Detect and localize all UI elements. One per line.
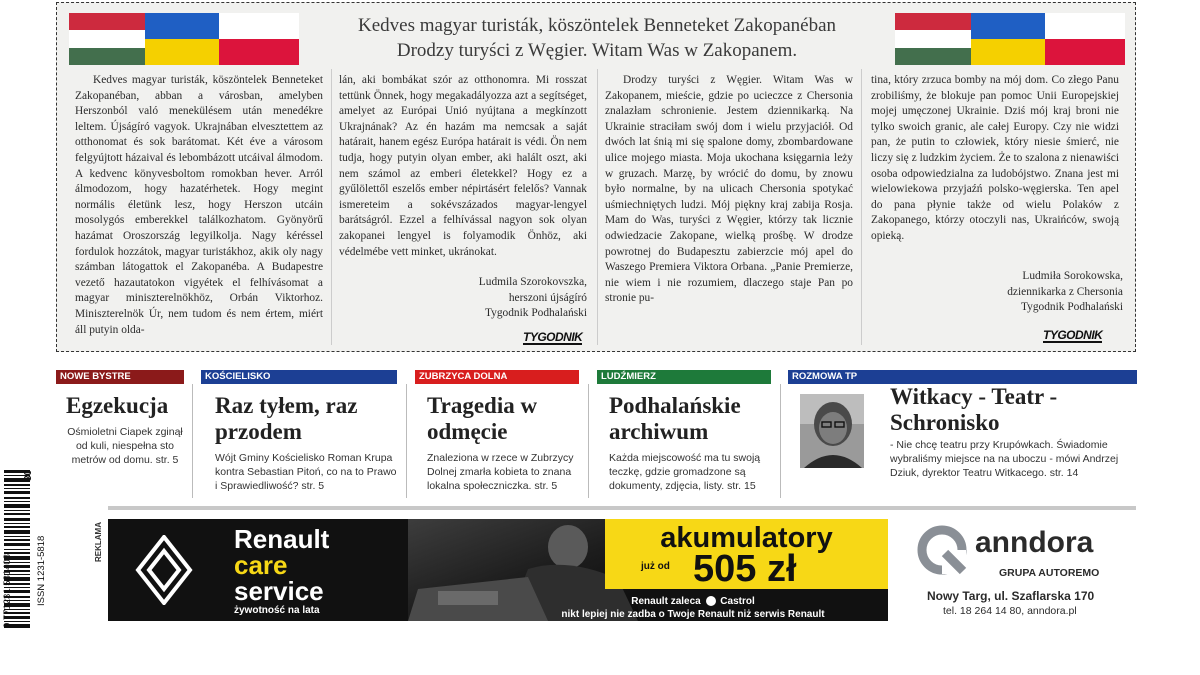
- flags-left: [69, 13, 299, 65]
- castrol-logo-icon: [706, 596, 716, 606]
- teaser-divider: [192, 384, 193, 498]
- tygodnik-logo: TYGODNIK: [1043, 328, 1103, 342]
- section-tag: ZUBRZYCA DOLNA: [415, 370, 579, 384]
- price-value: 505 zł: [693, 548, 797, 590]
- page-ref: str. 5: [301, 480, 325, 492]
- teaser-title: Raz tyłem, raz przodem: [215, 393, 358, 444]
- section-tag: KOŚCIELISKO: [201, 370, 397, 384]
- teaser-description: Znaleziona w rzece w Zubrzycy Dolnej zmarła kobieta to znana lokalna społeczniczka. str. 5: [427, 452, 574, 492]
- hungarian-column-1: Kedves magyar turisták, köszöntelek Benneteket Zakopanéban, abban a városban, amelyben Herszonból való menekülésem után menedékre leltem. Újságíró vagyok. Ukrajnában elvesztettem az otthonomat és sok barátomat. Két éve a városom felgyújtott házaival és lebombázott utcáival álmodom. A kedvenc könyvesboltom romokban hever. Arról álmodozom, hogy hazatérhetek. Hogy megint normális életünk lesz, hogy Herszon utcáin mosolygós emberekkel találkozhatom. Gyönyörű hazámat Oroszország legyilkolja. Nagy kéréssel fordulok hozzátok, magyar turistákhoz, akik oly nagy számban látogattok el Zakopanéba. A Budapestre vezető hazautatokon vigyétek el felhívásomat a magyar miniszterelnökhöz, Orbán Viktorhoz. Miniszterelnök Úr, nem tudom és nem értem, miért áll putyin olda-: [75, 74, 323, 336]
- price-box: [605, 519, 888, 589]
- teaser-title: Tragedia w odmęcie: [427, 393, 538, 444]
- page-ref: str. 15: [727, 480, 756, 492]
- section-tag: LUDŹMIERZ: [597, 370, 771, 384]
- polish-signature: [871, 269, 1123, 316]
- price-prefix: już od: [641, 561, 670, 572]
- headline-polish: Drodzy turyści z Węgier. Witam Was w Zakopanem.: [396, 40, 798, 61]
- ad-footer: [528, 595, 858, 621]
- column-divider: [597, 69, 598, 345]
- dealer-group: GRUPA AUTOREMO: [999, 567, 1100, 579]
- renault-logo-icon: [134, 535, 194, 605]
- page-ref: str. 5: [534, 480, 558, 492]
- headline-hungarian: Kedves magyar turisták, köszöntelek Benneteket Zakopanéban: [358, 15, 836, 36]
- interview-photo: [800, 394, 864, 468]
- teaser-divider: [780, 384, 781, 498]
- castrol-name: Castrol: [720, 596, 755, 607]
- care-text: care: [234, 550, 288, 580]
- barcode-number: 9 771231 581408: [2, 554, 13, 628]
- teaser-koscielisko[interactable]: [201, 370, 397, 493]
- teaser-title: Witkacy - Teatr - Schronisko: [890, 384, 1058, 435]
- signature-name: Ludmila Szorokovszka,: [478, 276, 587, 288]
- column-divider: [861, 69, 862, 345]
- dealer-address: Nowy Targ, ul. Szaflarska 170: [927, 589, 1095, 603]
- hungarian-column-2: lán, aki bombákat szór az otthonomra. Mi rosszat tettünk Önnek, hogy megakadályozza azt a segítséget, amelyet az Európai Unió nyújtana a megkínzott Ukrajnának? Az én hazám ma nemcsak a saját határait, hanem egész Európa határait is védi. Ön nem tudja, hogy putyin olyan ember, aki halált oszt, aki nem számol az emberi életekkel? Hogy ez a gyűlölettől eszelős ember népirtásért felelős? Vannak ismereteim a sokévszázados magyar-lengyel barátságról. Ezzel a felhívással nagyon sok olyan zakopanei lengyel is folyamodik Önhöz, aki védelmébe vett minket, ukránokat.: [339, 74, 587, 258]
- signature-publication: Tygodnik Podhalański: [484, 307, 587, 320]
- letter-box: [56, 2, 1136, 352]
- teaser-description: Każda miejscowość ma tu swoją teczkę, gdzie gromadzone są dokumenty, zdjęcia, listy. str. 15: [609, 452, 761, 492]
- section-tag: ROZMOWA TP: [788, 370, 1137, 384]
- ukraine-flag-icon: [971, 13, 1045, 65]
- teaser-description: Wójt Gminy Kościelisko Roman Krupa kontra Sebastian Pitoń, co na to Prawo i Sprawiedliwość? str. 5: [215, 452, 397, 492]
- renault-advert[interactable]: [108, 519, 888, 621]
- teaser-nowe-bystre[interactable]: [56, 370, 184, 467]
- dealer-contact: tel. 18 264 14 80, anndora.pl: [943, 605, 1077, 617]
- castrol-recommend: Renault zaleca: [631, 596, 701, 607]
- hungary-flag-icon: [69, 13, 145, 65]
- teaser-title: Podhalańskie archiwum: [609, 393, 741, 444]
- akumulatory-text: akumulatory: [660, 522, 833, 554]
- page-ref: str. 5: [155, 454, 179, 466]
- signature-role: dziennikarka z Chersonia: [1007, 285, 1123, 298]
- teaser-title: Egzekucja: [66, 393, 169, 418]
- teaser-divider: [588, 384, 589, 498]
- service-text: service: [234, 576, 324, 606]
- ukraine-flag-icon: [145, 13, 219, 65]
- flags-right: [895, 13, 1125, 65]
- separator-bar: [108, 506, 1136, 510]
- column-divider: [331, 69, 332, 345]
- teaser-divider: [406, 384, 407, 498]
- renault-wordmark: Renault: [234, 524, 330, 554]
- issn-number: ISSN 1231-5818: [36, 535, 47, 606]
- poland-flag-icon: [1045, 13, 1125, 65]
- signature-name: Ludmiła Sorokowska,: [1022, 270, 1123, 282]
- teaser-zubrzyca-dolna[interactable]: [415, 370, 579, 493]
- poland-flag-icon: [219, 13, 299, 65]
- dealer-name: anndora: [975, 526, 1094, 559]
- page-ref: str. 14: [1049, 467, 1079, 479]
- ad-slogan: nikt lepiej nie zadba o Twoje Renault niż serwis Renault: [561, 609, 825, 620]
- letter-headline: [307, 13, 887, 63]
- advert-label: REKLAMA: [94, 522, 103, 562]
- polish-column-2: tina, który zrzuca bomby na mój dom. Co złego Panu zrobiliśmy, że blokuje pan pomoc Unii Europejskiej mojej umęczonej Ukrainie. Dziś mój kraj broni nie tylko swoich granic, ale całej Europy. Czy nie widzi pan, że putin to człowiek, który niesie śmierć, nie liczy się z ludzkim życiem. Że to szalona z nienawiści osoba odpowiedzialna za ludobójstwo. Znana jest mi wielowiekowa przyjaźń polsko-węgierska. Ten apel do pana płynie także od wielu Polaków z Zakopanego, którzy otoczyli nas, Ukraińców, swoją opieką.: [871, 74, 1119, 242]
- teaser-ludzmierz[interactable]: [597, 370, 771, 493]
- ad-tagline: żywotność na lata: [234, 605, 320, 616]
- hungarian-signature: [339, 275, 587, 322]
- teaser-description: Ośmioletni Ciapek zginął od kuli, niespełna sto metrów od domu. str. 5: [67, 426, 183, 466]
- polish-column-1: Drodzy turyści z Węgier. Witam Was w Zakopanem, mieście, gdzie po ucieczce z Chersonia znalazłam schronienie. Jestem dziennikarką. Na Ukrainie straciłam swój dom i wielu przyjaciół. Od dwóch lat śnią mi się spalone domy, zbombardowane ulice mojego miasta. Moja ukochana księgarnia leży w gruzach. Marzę, by wrócić do domu, by znowu było normalne, by na ulicach Chersonia spotykać uśmiechniętych ludzi. Mój piękny kraj zabija Rosja. Mam do Was, turyści z Węgier, którzy tak licznie odwiedzacie Zakopane, wielką prośbę. W drodze powrotnej do Budapesztu zabierzcie mój apel do Waszego Premiera Viktora Orbana. „Panie Premierze, nie wiem i nie rozumiem, dlaczego staje Pan po stronie pu-: [605, 74, 853, 305]
- anndora-logo-icon: [915, 523, 969, 577]
- issue-number: 08: [21, 470, 32, 482]
- teaser-rozmowa-tp[interactable]: [788, 370, 1137, 479]
- tygodnik-logo: TYGODNIK: [523, 330, 583, 344]
- section-tag: NOWE BYSTRE: [56, 370, 184, 384]
- teaser-description: - Nie chcę teatru przy Krupówkach. Świadomie wybraliśmy miejsce na na uboczu - mówi Andrzej Dziuk, dyrektor Teatru Witkacego. str. 14: [890, 439, 1119, 479]
- hungary-flag-icon: [895, 13, 971, 65]
- signature-role: herszoni újságíró: [508, 291, 587, 304]
- signature-publication: Tygodnik Podhalański: [1020, 301, 1123, 314]
